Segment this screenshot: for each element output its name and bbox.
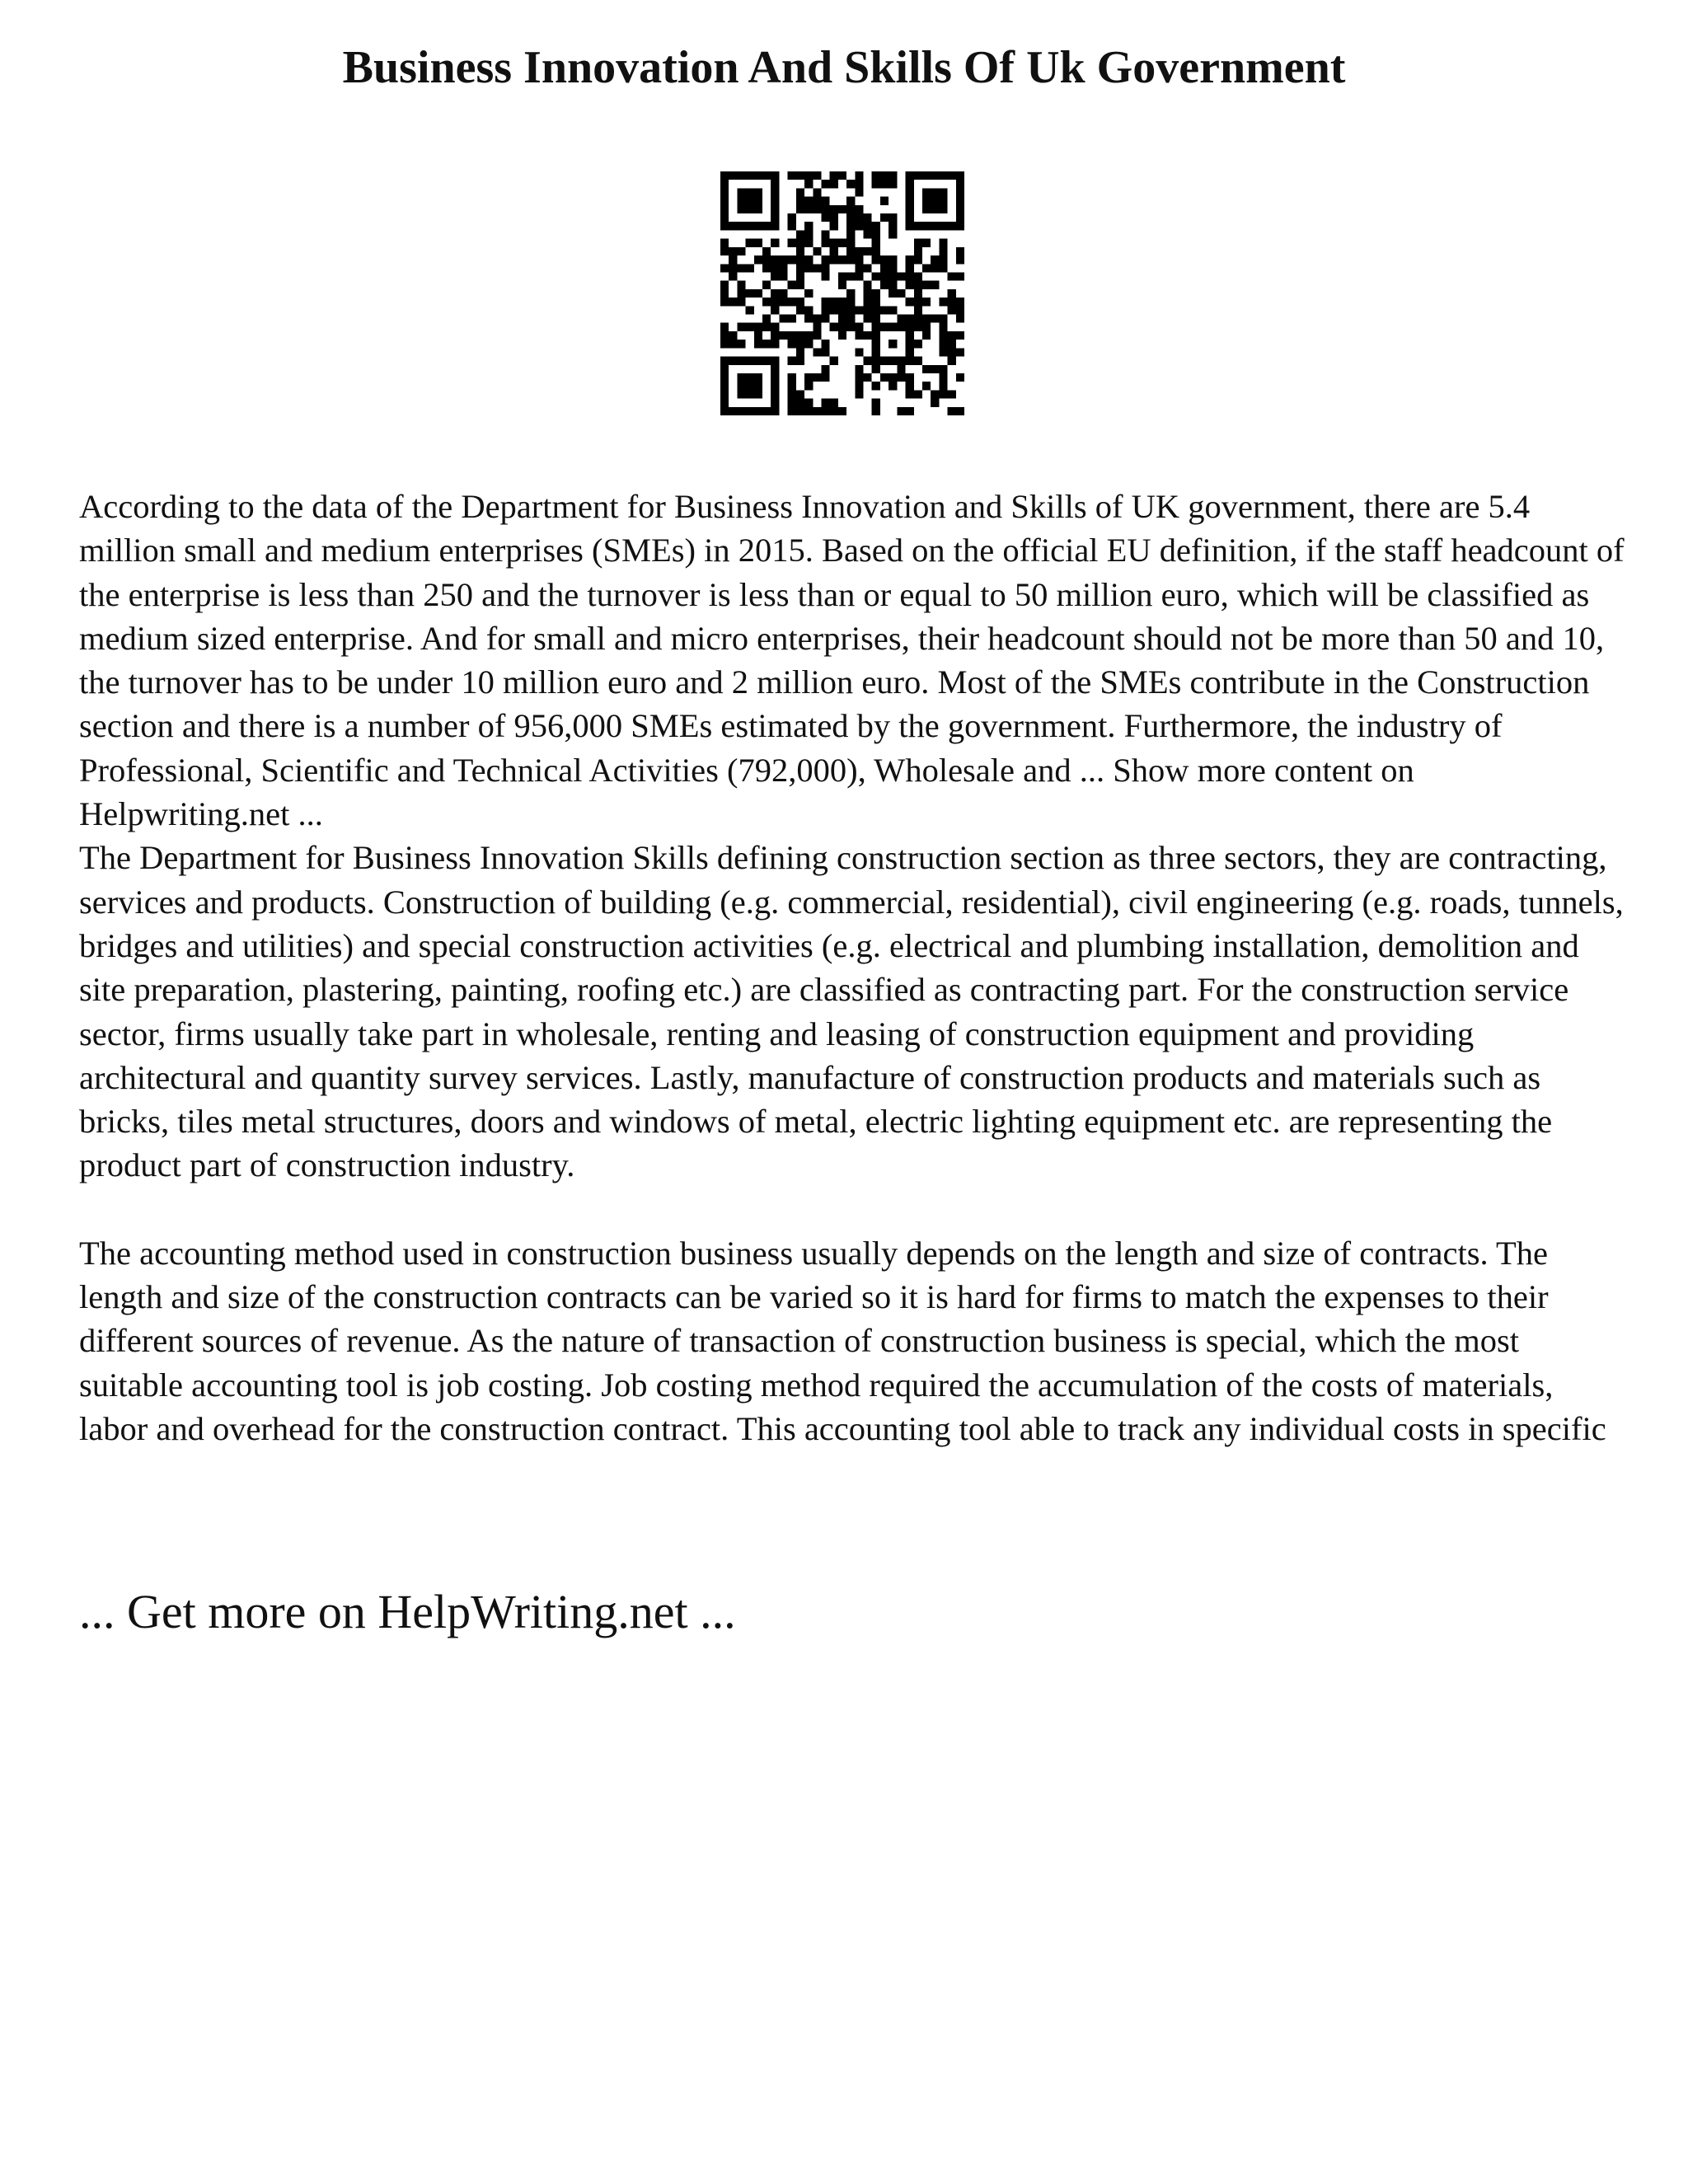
article-body — [79, 485, 1629, 1451]
paragraph-2: The Department for Business Innovation Skills defining construction section as three sectors, they are contracting, services and products. Construction of building (e.g. commercial, residential), civil engineering (e.g. roads, tunnels, bridges and utilities) and special construction activities (e.g. electrical and plumbing installation, demolition and site preparation, plastering, painting, roofing etc.) are classified as contracting part. For the construction service sector, firms usually take part in wholesale, renting and leasing of construction equipment and providing architectural and quantity survey services. Lastly, manufacture of construction products and materials such as bricks, tiles metal structures, doors and windows of metal, electric lighting equipment etc. are representing the product part of construction industry. — [79, 839, 1624, 1184]
page-title: Business Innovation And Skills Of Uk Government — [342, 42, 1346, 93]
get-more-link[interactable]: ... Get more on HelpWriting.net ... — [79, 1585, 736, 1638]
paragraph-3: The accounting method used in construction business usually depends on the length and size of contracts. The length and size of the construction contracts can be varied so it is hard for firms to match the expenses to their different sources of revenue. As the nature of transaction of construction business is special, which the most suitable accounting tool is job costing. Job costing method required the accumulation of the costs of materials, labor and overhead for the construction contract. This accounting tool able to track any individual costs in specific — [79, 1234, 1606, 1447]
paragraph-1: According to the data of the Department for Business Innovation and Skills of UK government, there are 5.4 million small and medium enterprises (SMEs) in 2015. Based on the official EU definition, if the staff headcount of the enterprise is less than 250 and the turnover is less than or equal to 50 million euro, which will be classified as medium sized enterprise. And for small and micro enterprises, their headcount should not be more than 50 and 10, the turnover has to be under 10 million euro and 2 million euro. Most of the SMEs contribute in the Construction section and there is a number of 956,000 SMEs estimated by the government. Furthermore, the industry of Professional, Scientific and Technical Activities (792,000), Wholesale and ... Show more content on Helpwriting.net ... — [79, 488, 1625, 833]
qr-code-icon — [720, 171, 964, 415]
